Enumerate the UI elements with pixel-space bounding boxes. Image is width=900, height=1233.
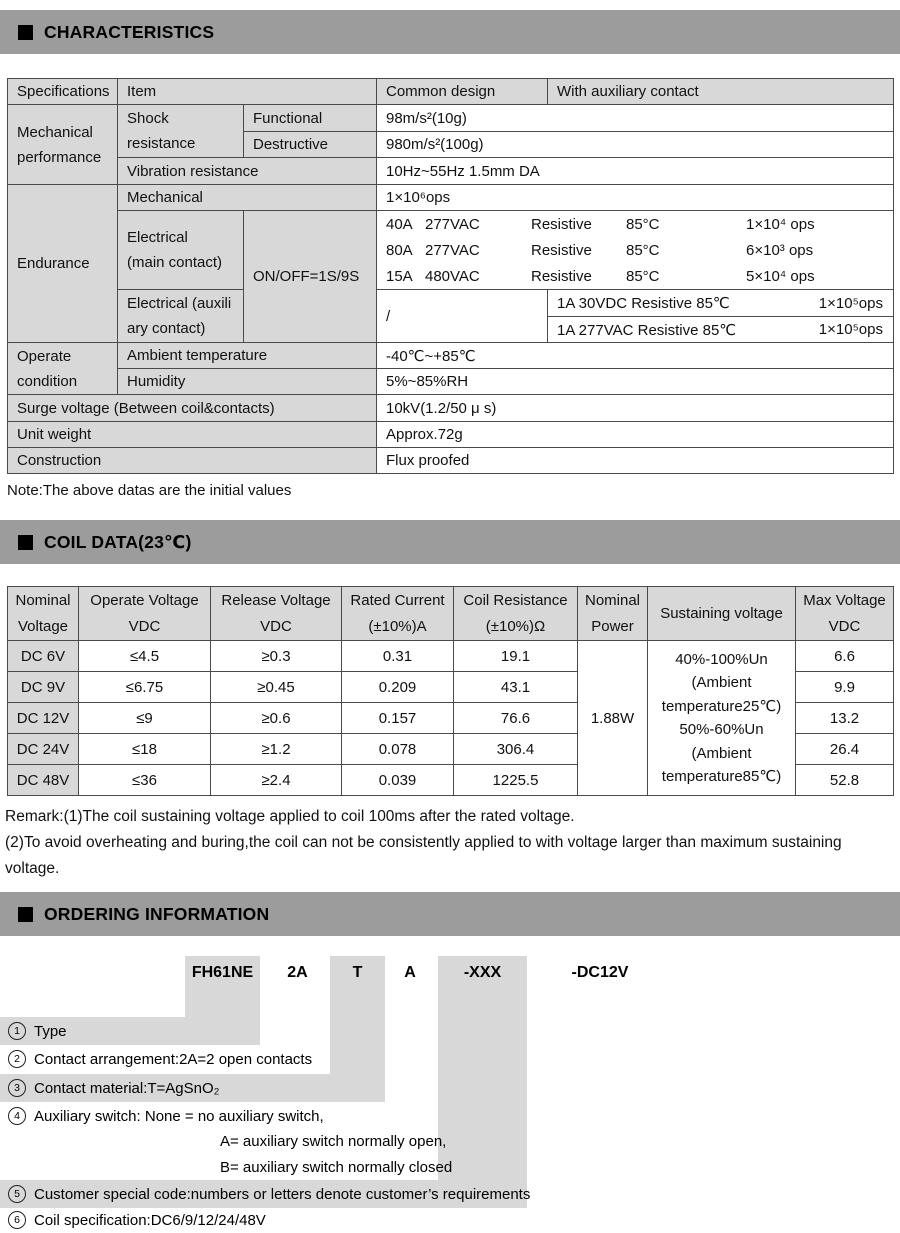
- table-row: [8, 185, 894, 211]
- value-surge-voltage: 10kV(1.2/50 μ s): [377, 395, 894, 422]
- section-bullet-icon: [18, 907, 33, 922]
- ordering-diagram: [0, 936, 900, 1233]
- ordering-item-2: [8, 1045, 312, 1073]
- cell-operate: ≤4.5: [79, 641, 211, 672]
- ordering-information-section-bar: [0, 892, 900, 936]
- cell-max-voltage: 26.4: [796, 734, 894, 765]
- cell-max-voltage: 52.8: [796, 765, 894, 796]
- cell-current: 0.209: [342, 672, 454, 703]
- section-bullet-icon: [18, 535, 33, 550]
- item-mechanical: Mechanical: [118, 185, 377, 211]
- table-row: [8, 587, 894, 641]
- cell-current: 0.157: [342, 703, 454, 734]
- spec-mechanical-performance: Mechanical performance: [8, 105, 118, 185]
- row-voltage-label: DC 24V: [8, 734, 79, 765]
- spec-operate-condition: Operate condition: [8, 343, 118, 395]
- table-row: [8, 395, 894, 422]
- cell-resistance: 43.1: [454, 672, 578, 703]
- section-bullet-icon: [18, 25, 33, 40]
- endurance-row: 80A 277VAC Resistive 85°C 6×10³ ops: [386, 241, 814, 259]
- ordering-item-1: [8, 1017, 67, 1045]
- cell-resistance: 1225.5: [454, 765, 578, 796]
- item-humidity: Humidity: [118, 369, 377, 395]
- cell-current: 0.31: [342, 641, 454, 672]
- header-sustaining-voltage: Sustaining voltage: [648, 587, 796, 641]
- table-row: [8, 343, 894, 369]
- ordering-code-special: -XXX: [463, 964, 502, 981]
- table-row: [8, 422, 894, 448]
- endurance-row: 1A 277VAC Resistive 85℃ 1×10⁵ops: [557, 321, 883, 339]
- cell-resistance: 76.6: [454, 703, 578, 734]
- value-shock-functional: 98m/s²(10g): [377, 105, 894, 132]
- header-release-voltage: Release Voltage VDC: [211, 587, 342, 641]
- cell-resistance: 306.4: [454, 734, 578, 765]
- table-row: [8, 211, 894, 290]
- cell-resistance: 19.1: [454, 641, 578, 672]
- value-aux-endurance-2: [548, 317, 894, 343]
- ordering-item-6: [8, 1208, 266, 1232]
- spec-surge-voltage: Surge voltage (Between coil&contacts): [8, 395, 377, 422]
- coil-data-section-bar: [0, 520, 900, 564]
- circled-number-icon: 5: [8, 1185, 26, 1203]
- ordering-item-text: Customer special code:numbers or letters denote customer’s requirements: [34, 1185, 531, 1203]
- section-title: CHARACTERISTICS: [44, 21, 215, 42]
- cell-nominal-power: 1.88W: [578, 641, 648, 796]
- ordering-code-auxiliary: A: [404, 964, 416, 981]
- table-row: [8, 79, 894, 105]
- item-functional: Functional: [244, 105, 377, 132]
- ordering-item-4b: [220, 1153, 452, 1181]
- value-ambient-temperature: -40℃~+85℃: [377, 343, 894, 369]
- header-specifications: Specifications: [8, 79, 118, 105]
- item-vibration-resistance: Vibration resistance: [118, 158, 377, 185]
- ordering-item-text: Contact material:T=AgSnO₂: [34, 1079, 220, 1097]
- table-row: [8, 105, 894, 132]
- circled-number-icon: 4: [8, 1107, 26, 1125]
- header-coil-resistance: Coil Resistance (±10%)Ω: [454, 587, 578, 641]
- characteristics-table: [7, 78, 894, 474]
- header-common-design: Common design: [377, 79, 548, 105]
- cell-max-voltage: 13.2: [796, 703, 894, 734]
- circled-number-icon: 2: [8, 1050, 26, 1068]
- coil-remarks: [5, 804, 900, 882]
- endurance-row: 40A 277VAC Resistive 85°C 1×10⁴ ops: [386, 215, 815, 233]
- header-max-voltage: Max Voltage VDC: [796, 587, 894, 641]
- circled-number-icon: 1: [8, 1022, 26, 1040]
- header-item: Item: [118, 79, 377, 105]
- row-voltage-label: DC 9V: [8, 672, 79, 703]
- cell-release: ≥1.2: [211, 734, 342, 765]
- circled-number-icon: 6: [8, 1211, 26, 1229]
- cell-max-voltage: 6.6: [796, 641, 894, 672]
- header-with-auxiliary-contact: With auxiliary contact: [548, 79, 894, 105]
- section-title: COIL DATA(23℃): [44, 531, 192, 552]
- item-on-off-ratio: ON/OFF=1S/9S: [244, 211, 377, 343]
- table-row: [8, 369, 894, 395]
- value-humidity: 5%~85%RH: [377, 369, 894, 395]
- ordering-item-text: Contact arrangement:2A=2 open contacts: [34, 1050, 313, 1068]
- table-row: [8, 290, 894, 317]
- ordering-code-type: FH61NE: [191, 964, 254, 981]
- value-aux-endurance-1: [548, 290, 894, 317]
- table-row: [8, 158, 894, 185]
- ordering-item-text: Coil specification:DC6/9/12/24/48V: [34, 1211, 266, 1229]
- ordering-item-text: B= auxiliary switch normally closed: [220, 1158, 453, 1176]
- cell-release: ≥0.6: [211, 703, 342, 734]
- value-electrical-main-endurance: [377, 211, 894, 290]
- header-rated-current: Rated Current (±10%)A: [342, 587, 454, 641]
- item-destructive: Destructive: [244, 132, 377, 158]
- coil-data-table: [7, 586, 894, 796]
- item-electrical-auxiliary-contact: Electrical (auxili ary contact): [118, 290, 244, 343]
- row-voltage-label: DC 12V: [8, 703, 79, 734]
- ordering-item-4: [8, 1102, 324, 1130]
- cell-sustaining-voltage: 40%-100%Un (Ambient temperature25℃) 50%-60%Un (Ambient temperature85℃): [648, 641, 796, 796]
- ordering-code-coil: -DC12V: [571, 964, 629, 981]
- cell-operate: ≤36: [79, 765, 211, 796]
- cell-release: ≥2.4: [211, 765, 342, 796]
- cell-release: ≥0.3: [211, 641, 342, 672]
- characteristics-section-bar: [0, 10, 900, 54]
- remark-line-2: (2)To avoid overheating and buring,the coil can not be consistently applied to with voltage larger than maximum sustaining voltage.: [5, 834, 842, 877]
- row-voltage-label: DC 6V: [8, 641, 79, 672]
- header-operate-voltage: Operate Voltage VDC: [79, 587, 211, 641]
- spec-endurance: Endurance: [8, 185, 118, 343]
- cell-operate: ≤18: [79, 734, 211, 765]
- cell-release: ≥0.45: [211, 672, 342, 703]
- item-ambient-temperature: Ambient temperature: [118, 343, 377, 369]
- cell-operate: ≤9: [79, 703, 211, 734]
- item-shock-resistance: Shock resistance: [118, 105, 244, 158]
- endurance-row: 1A 30VDC Resistive 85℃ 1×10⁵ops: [557, 294, 883, 312]
- ordering-item-3: [8, 1074, 220, 1102]
- ordering-code-arrangement: 2A: [287, 964, 308, 981]
- cell-current: 0.078: [342, 734, 454, 765]
- value-unit-weight: Approx.72g: [377, 422, 894, 448]
- table-row: [8, 641, 894, 672]
- circled-number-icon: 3: [8, 1079, 26, 1097]
- remark-line-1: Remark:(1)The coil sustaining voltage applied to coil 100ms after the rated voltage.: [5, 808, 575, 825]
- header-nominal-power: Nominal Power: [578, 587, 648, 641]
- ordering-item-4a: [220, 1127, 446, 1155]
- value-mechanical-endurance: 1×10⁶ops: [377, 185, 894, 211]
- characteristics-note: Note:The above datas are the initial values: [7, 482, 292, 499]
- section-title: ORDERING INFORMATION: [44, 903, 270, 924]
- header-nominal-voltage: Nominal Voltage: [8, 587, 79, 641]
- row-voltage-label: DC 48V: [8, 765, 79, 796]
- endurance-row: 15A 480VAC Resistive 85°C 5×10⁴ ops: [386, 267, 815, 285]
- ordering-item-text: A= auxiliary switch normally open,: [220, 1132, 447, 1150]
- ordering-code-material: T: [352, 964, 363, 981]
- ordering-item-text: Auxiliary switch: None = no auxiliary switch,: [34, 1107, 324, 1125]
- spec-construction: Construction: [8, 448, 377, 474]
- spec-unit-weight: Unit weight: [8, 422, 377, 448]
- value-construction: Flux proofed: [377, 448, 894, 474]
- item-electrical-main-contact: Electrical (main contact): [118, 211, 244, 290]
- value-vibration: 10Hz~55Hz 1.5mm DA: [377, 158, 894, 185]
- ordering-item-5: [8, 1180, 530, 1208]
- cell-max-voltage: 9.9: [796, 672, 894, 703]
- table-row: [8, 448, 894, 474]
- value-aux-common: /: [377, 290, 548, 343]
- value-shock-destructive: 980m/s²(100g): [377, 132, 894, 158]
- ordering-item-text: Type: [34, 1022, 67, 1040]
- cell-current: 0.039: [342, 765, 454, 796]
- cell-operate: ≤6.75: [79, 672, 211, 703]
